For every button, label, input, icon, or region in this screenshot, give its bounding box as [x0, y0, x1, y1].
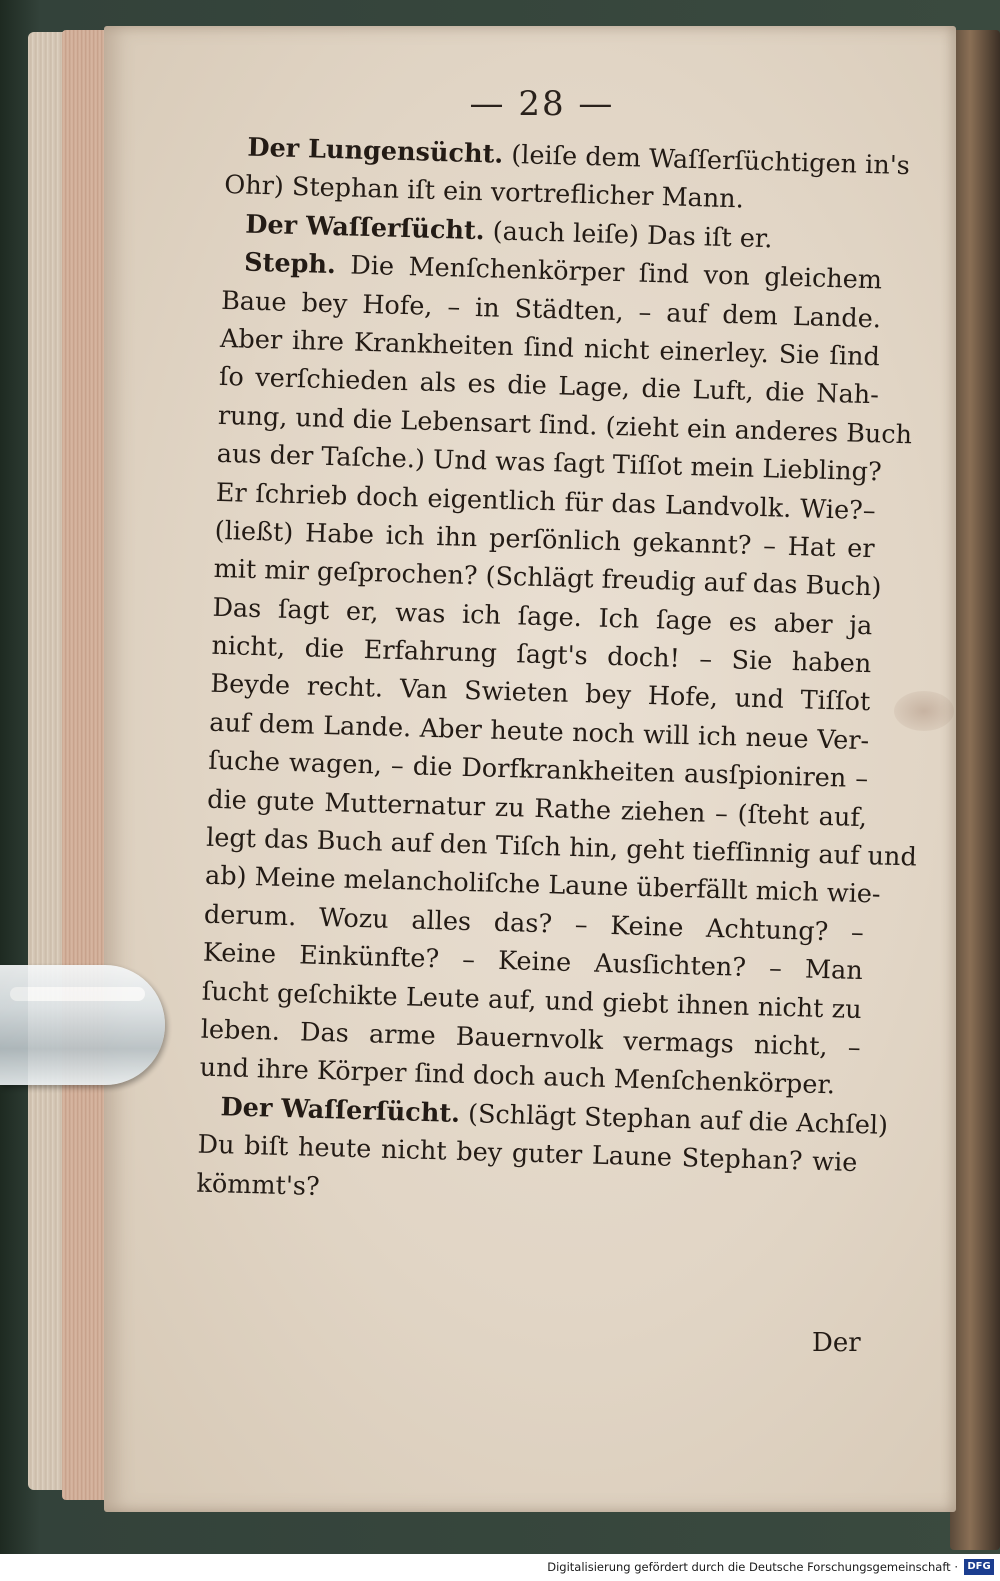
line-text: leben. Das arme Bauernvolk vermags nicht, – [200, 1014, 861, 1064]
speaker-name: Der Waſſerſücht. [244, 209, 486, 247]
line-text: Aber ihre Krankheiten ſind nicht einerley. Sie ſind [219, 323, 881, 373]
speaker-name: Der Lungensücht. [247, 132, 504, 170]
line-text: derum. Wozu alles das? – Keine Achtung? – [203, 899, 865, 948]
line-text: ſucht geſchikte Leute auf, und giebt ihnen nicht zu [201, 976, 863, 1025]
line-text: ab) Meine melancholiſche Laune überfällt mich wie- [204, 861, 881, 910]
line-text: ſuche wagen, – die Dorfkrankheiten ausſpioniren – [207, 746, 869, 795]
page-edge [62, 30, 108, 1500]
line-text: ſo verſchieden als es die Lage, die Luft, die Nah- [218, 362, 880, 411]
glass-page-clip [0, 965, 165, 1085]
line-text: Das ſagt er, was ich ſage. Ich ſage es aber ja [212, 592, 873, 641]
line-text: Keine Einkünfte? – Keine Ausſichten? – Man [202, 937, 864, 987]
line-text: (leiſe dem Waſſerſüchtigen in's [502, 139, 911, 182]
catchword: Der [812, 1328, 861, 1358]
dfg-logo: DFG [964, 1559, 994, 1575]
line-text: aus der Taſche.) Und was ſagt Tiſſot mein Liebling? [216, 439, 883, 488]
book-cover-edge [950, 30, 1000, 1550]
line-text: die gute Mutternatur zu Rathe ziehen – (ſteht auf, [206, 784, 868, 833]
speaker-name: Steph. [243, 247, 337, 281]
line-text: Er ſchrieb doch eigentlich für das Landvolk. Wie?– [215, 477, 876, 526]
footer-credit: Digitalisierung gefördert durch die Deutsche Forschungsgemeinschaft · [547, 1560, 958, 1574]
page-text [196, 128, 918, 1221]
paper-stain [894, 691, 954, 731]
line-text: Die Menſchenkörper ſind von gleichem [335, 250, 883, 296]
line-text: legt das Buch auf den Tiſch hin, geht tiefſinnig auf und [205, 822, 918, 873]
line-text: kömmt's? [196, 1168, 321, 1202]
line-text: nicht, die Erfahrung ſagt's doch! – Sie haben [211, 630, 872, 680]
line-text: auf dem Lande. Aber heute noch will ich neue Ver- [208, 707, 870, 757]
line-text: und ihre Körper ſind doch auch Menſchenkörper. [199, 1053, 836, 1101]
line-text: Baue bey Hofe, – in Städten, – auf dem Lande. [220, 285, 882, 334]
line-text: mit mir geſprochen? (Schlägt freudig auf das Buch) [213, 554, 882, 603]
line-text: Ohr) Stephan iſt ein vortreflicher Mann. [223, 170, 745, 215]
line-text: (ließt) Habe ich ihn perſönlich gekannt? – Hat er [214, 515, 875, 565]
line-text: (Schlägt Stephan auf die Achſel) [459, 1098, 889, 1141]
page-number: — 28 — [469, 84, 615, 124]
footer-bar [0, 1554, 1000, 1581]
line-text: Du biſt heute nicht bey guter Laune Stephan? wie [197, 1129, 858, 1179]
speaker-name: Der Waſſerſücht. [220, 1092, 461, 1129]
line-text: (auch leiſe) Das iſt er. [484, 216, 773, 255]
line-text: Beyde recht. Van Swieten bey Hofe, und Tiſſot [210, 669, 871, 718]
line-text: rung, und die Lebensart ſind. (zieht ein anderes Buch [217, 400, 913, 451]
